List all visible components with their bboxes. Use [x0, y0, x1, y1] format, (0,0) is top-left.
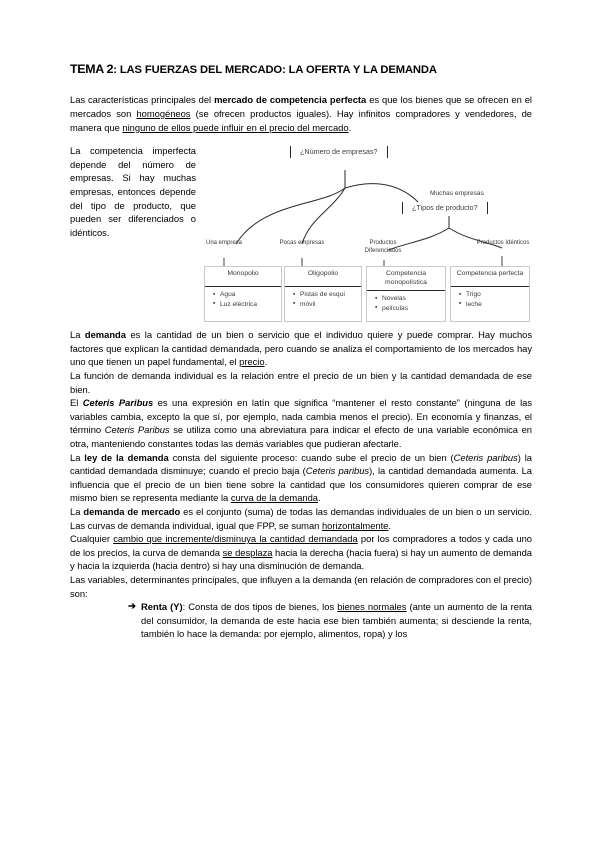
- intro-bold-mercado: mercado de competencia perfecta: [214, 94, 367, 106]
- renta-underline-bienes-normales: bienes normales: [337, 601, 407, 613]
- intro-underline-homogeneos: homogéneos: [136, 108, 191, 120]
- ceteris-italic: Ceteris Paribus: [104, 424, 170, 436]
- ley-bold: ley de la demanda: [84, 451, 169, 463]
- paragraph-variables: Las variables, determinantes principales, que influyen a la demanda (en relación de compradores con el precio) son:: [70, 573, 532, 599]
- list-item: ▪ Trigo: [459, 291, 527, 300]
- ley-text-1: La: [70, 451, 85, 463]
- title-rest: : LAS FUERZAS DEL MERCADO: LA OFERTA Y LA DEMANDA: [113, 64, 437, 76]
- demanda-text-1: La: [70, 329, 85, 341]
- diagram-box-title: Monopolio: [205, 267, 281, 287]
- arrow-bullet-icon: ➔: [128, 601, 137, 613]
- list-item: ▪ móvil: [293, 301, 359, 310]
- spacer: [70, 134, 532, 144]
- intro-underline-precio: ninguno de ellos puede influir en el precio del mercado: [122, 121, 349, 133]
- title-tema: TEMA 2: [70, 62, 114, 76]
- demanda-underline-precio: precio: [239, 356, 265, 368]
- mercado-text-2: es el conjunto (suma) de todas las demandas individuales de un bien o un servicio. Las curvas de demanda individual, igual que FPP, se suman: [70, 505, 532, 531]
- diagram-root-question: ¿Número de empresas?: [290, 146, 388, 158]
- renta-text-1: : Consta de dos tipos de bienes, los: [182, 601, 338, 613]
- ley-text-4: ), la cantidad demandada aumenta. La influencia que el precio de un bien tiene sobre la cantidad que los consumidores quieren comprar de ese mismo bien se representa mediante la: [70, 465, 532, 504]
- list-item: ▪ Pistas de esquí: [293, 291, 359, 300]
- ceteris-bold-italic: Ceteris Paribus: [82, 397, 154, 409]
- cambio-text-1: Cualquier: [70, 533, 114, 545]
- paragraph-competencia-imperfecta: La competencia imperfecta depende del número de empresas. Si hay muchas empresas, entonces depende del tipo de producto, que pueden ser diferenciados o idénticos.: [70, 145, 196, 238]
- cambio-text-3: hacia la derecha (hacia fuera) si hay un aumento de demanda y hacia la izquierda (hacia dentro) si hay una disminución de demanda.: [70, 546, 532, 572]
- list-item: ▪ leche: [459, 301, 527, 310]
- intro-text-4: .: [348, 121, 352, 133]
- intro-text-1: Las características principales del: [70, 94, 215, 106]
- market-structure-diagram: [202, 144, 532, 322]
- paragraph-ley-demanda: [70, 451, 532, 505]
- list-item: ▪ Agua: [213, 291, 279, 300]
- intro-text-3: (se ofrecen productos iguales). Hay infinitos compradores y vendedores, de manera que: [70, 108, 532, 133]
- demanda-text-2: es la cantidad de un bien o servicio que el individuo quiere y puede comprar. Hay muchos factores que explican la cantidad demandada, pero cuando se analiza el comportamiento de los mercados hay uno que tienen un papel fundamental, el: [70, 329, 532, 368]
- list-item: ▪ Luz eléctrica: [213, 301, 279, 310]
- intro-text-2: es que los bienes que se ofrecen en el mercados son: [70, 94, 532, 120]
- demanda-text-3: .: [264, 356, 268, 368]
- diagram-box-oligopolio: [284, 266, 362, 322]
- diagram-box-competencia-monopolistica: [366, 266, 446, 322]
- renta-bold: Renta (Y): [141, 601, 183, 613]
- paragraph-intro: [70, 93, 532, 134]
- ley-text-5: .: [318, 492, 321, 504]
- diagram-label-few-firms: Pocas empresas: [279, 240, 325, 247]
- ceteris-text-3: se utiliza como una abreviatura para indicar el efecto de una variable económica en otra, manteniendo constantes todas las demás variables que pudieran afectarle.: [70, 424, 532, 449]
- list-item-renta-text: [141, 600, 532, 641]
- diagram-label-identical-products: Productos Idénticos: [476, 240, 530, 247]
- list-item: ▪ películas: [375, 305, 443, 314]
- ley-italic-1: Ceteris paribus: [453, 451, 518, 463]
- diagram-label-one-firm: Una empresa: [205, 240, 243, 247]
- renta-text-2: (ante un aumento de la renta del consumidor, la demanda de este hacia ese bien también aumenta; si desciende la renta, también lo hace la demanda: por ejemplo, alimentos, ropa) y los: [141, 601, 533, 640]
- diagram-section: [70, 144, 532, 322]
- cambio-underline-desplaza: se desplaza: [222, 546, 273, 558]
- paragraph-demanda-mercado: [70, 505, 532, 532]
- ley-text-2: consta del siguiente proceso: cuando sube el precio de un bien (: [168, 451, 454, 463]
- cambio-text-2: por los compradores a todos y cada uno de los precios, la curva de demanda: [70, 533, 532, 558]
- ceteris-text-1: El: [70, 397, 83, 409]
- demanda-bold: demanda: [84, 329, 126, 341]
- diagram-box-items: [205, 287, 281, 312]
- diagram-label-many-firms: Muchas empresas: [430, 190, 484, 198]
- cambio-underline-1: cambio que incremente/disminuya la cantidad demandada: [113, 533, 358, 545]
- mercado-text-1: La: [70, 505, 84, 517]
- diagram-box-monopolio: [204, 266, 282, 322]
- paragraph-demanda: [70, 328, 532, 369]
- list-item: ▪ Novelas: [375, 295, 443, 304]
- mercado-bold: demanda de mercado: [83, 505, 181, 517]
- diagram-product-question: ¿Tipos de producto?: [402, 202, 488, 214]
- diagram-box-title: Competencia perfecta: [451, 267, 529, 287]
- diagram-label-differentiated-products: Productos Diferenciados: [364, 240, 402, 254]
- paragraph-cambio-demanda: [70, 532, 532, 573]
- ley-text-3: ) la cantidad demandada disminuye; cuando el precio baja (: [70, 451, 532, 477]
- paragraph-funcion-demanda: La función de demanda individual es la relación entre el precio de un bien y la cantidad demandada de ese bien.: [70, 370, 532, 395]
- paragraph-ceteris-paribus: [70, 396, 532, 450]
- diagram-box-items: [451, 287, 529, 312]
- diagram-box-items: [285, 287, 361, 312]
- list-item-renta: [128, 600, 532, 641]
- diagram-box-items: [367, 291, 445, 316]
- diagram-box-competencia-perfecta: [450, 266, 530, 322]
- ley-underline-curva: curva de la demanda: [230, 492, 318, 504]
- mercado-underline-horizontalmente: horizontalmente: [321, 519, 389, 531]
- ceteris-text-2: es una expresión en latín que significa “mantener el resto constante” (ninguna de las variables cambia, excepto la que sí, por ejemplo, nada cambia menos el precio). En economía y finanzas, el término: [70, 397, 532, 436]
- mercado-text-3: .: [388, 519, 391, 531]
- diagram-box-title: Competencia monopolística: [367, 267, 445, 291]
- page-title: [70, 62, 532, 77]
- ley-italic-2: Ceteris paribus: [305, 465, 370, 477]
- diagram-box-title: Oligopolio: [285, 267, 361, 287]
